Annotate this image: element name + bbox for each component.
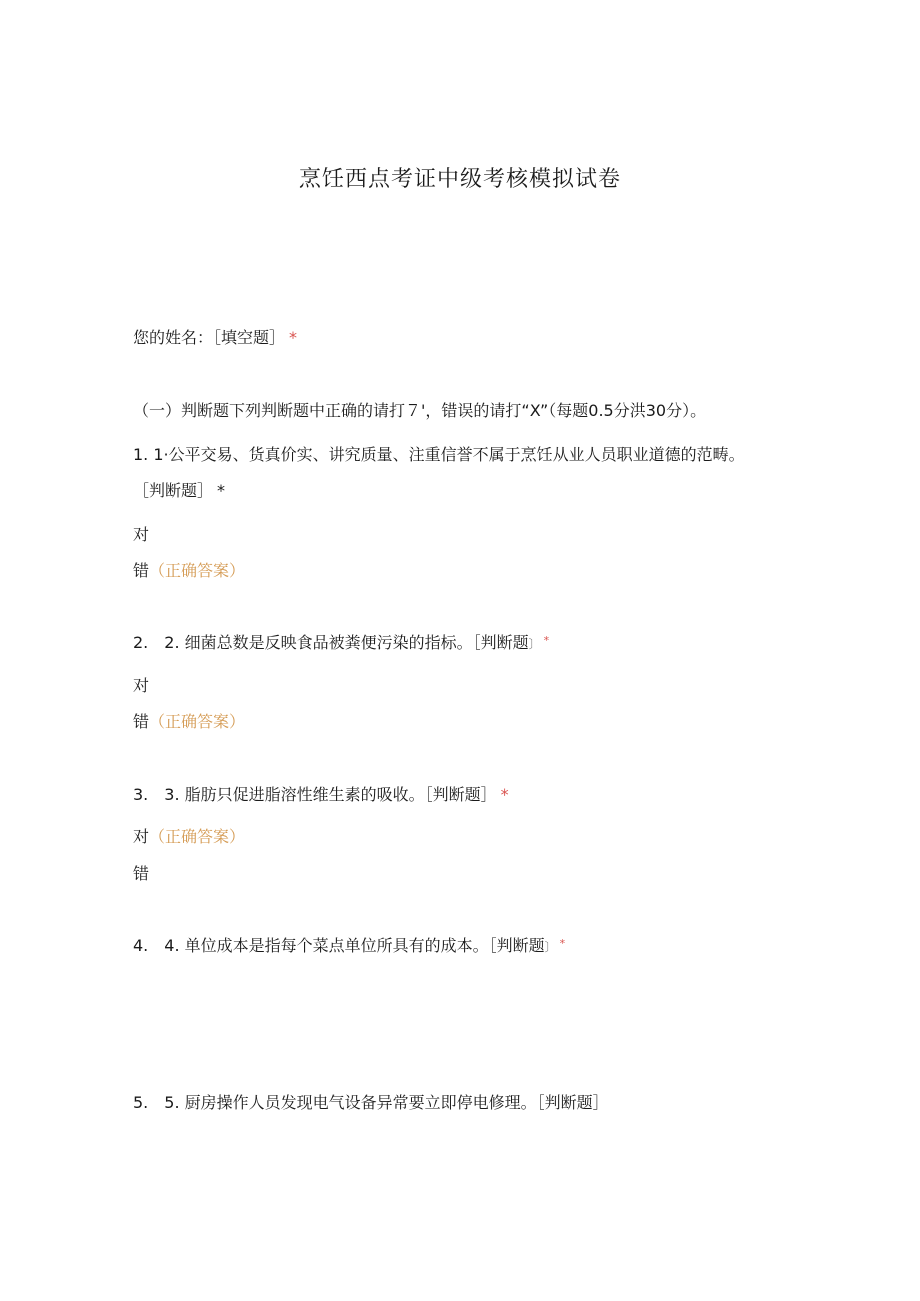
question-1-type — [133, 483, 225, 499]
question-3-text — [133, 787, 509, 803]
correct-answer-tag: （正确答案） — [149, 827, 246, 846]
question-1-option-false[interactable] — [133, 563, 245, 579]
question-type-label: ［判断题］ — [133, 481, 214, 500]
question-2-text — [133, 635, 549, 651]
question-4-text — [133, 938, 565, 954]
required-mark: * — [559, 937, 566, 950]
question-3-stem: 3. 3. 脂肪只促进脂溶性维生素的吸收。［判断题］ — [133, 785, 497, 804]
question-1-option-true[interactable] — [133, 527, 149, 543]
required-mark: * — [543, 634, 550, 647]
option-label: 错 — [133, 712, 150, 731]
option-label: 对 — [133, 676, 150, 695]
name-field-label-text: 您的姓名：［填空题］ — [133, 328, 286, 347]
page-title: 烹饪西点考证中级考核模拟试卷 — [298, 167, 621, 192]
question-2-option-true[interactable] — [133, 678, 149, 694]
required-mark: * — [217, 481, 226, 500]
name-field-label[interactable] — [133, 330, 297, 346]
option-label: 对 — [133, 827, 150, 846]
correct-answer-tag: （正确答案） — [149, 712, 246, 731]
option-label: 错 — [133, 561, 150, 580]
question-2-stem: 2. 2. 细菌总数是反映食品被粪便污染的指标。［判断题 — [133, 633, 529, 652]
question-3-option-false[interactable] — [133, 866, 149, 882]
question-5-text: 5. 5. 厨房操作人员发现电气设备异常要立即停电修理。［判断题］ — [133, 1093, 609, 1112]
correct-answer-tag: （正确答案） — [149, 561, 246, 580]
question-4-stem: 4. 4. 单位成本是指每个菜点单位所具有的成本。［判断题 — [133, 936, 545, 955]
required-mark: * — [289, 328, 298, 347]
question-3-option-true[interactable] — [133, 829, 245, 845]
section-heading: （一）判断题下列判断题中正确的请打７'，错误的请打“X”（每题0.5分洪30分）。 — [133, 401, 707, 420]
option-label: 错 — [133, 864, 150, 883]
required-mark: * — [500, 785, 509, 804]
question-type-label: 〕 — [544, 940, 557, 954]
question-1-text: 1. 1·公平交易、货真价实、讲究质量、注重信誉不属于烹饪从业人员职业道德的范畴。 — [133, 445, 745, 464]
question-type-label: 〕 — [528, 637, 541, 651]
option-label: 对 — [133, 525, 150, 544]
question-2-option-false[interactable] — [133, 714, 245, 730]
